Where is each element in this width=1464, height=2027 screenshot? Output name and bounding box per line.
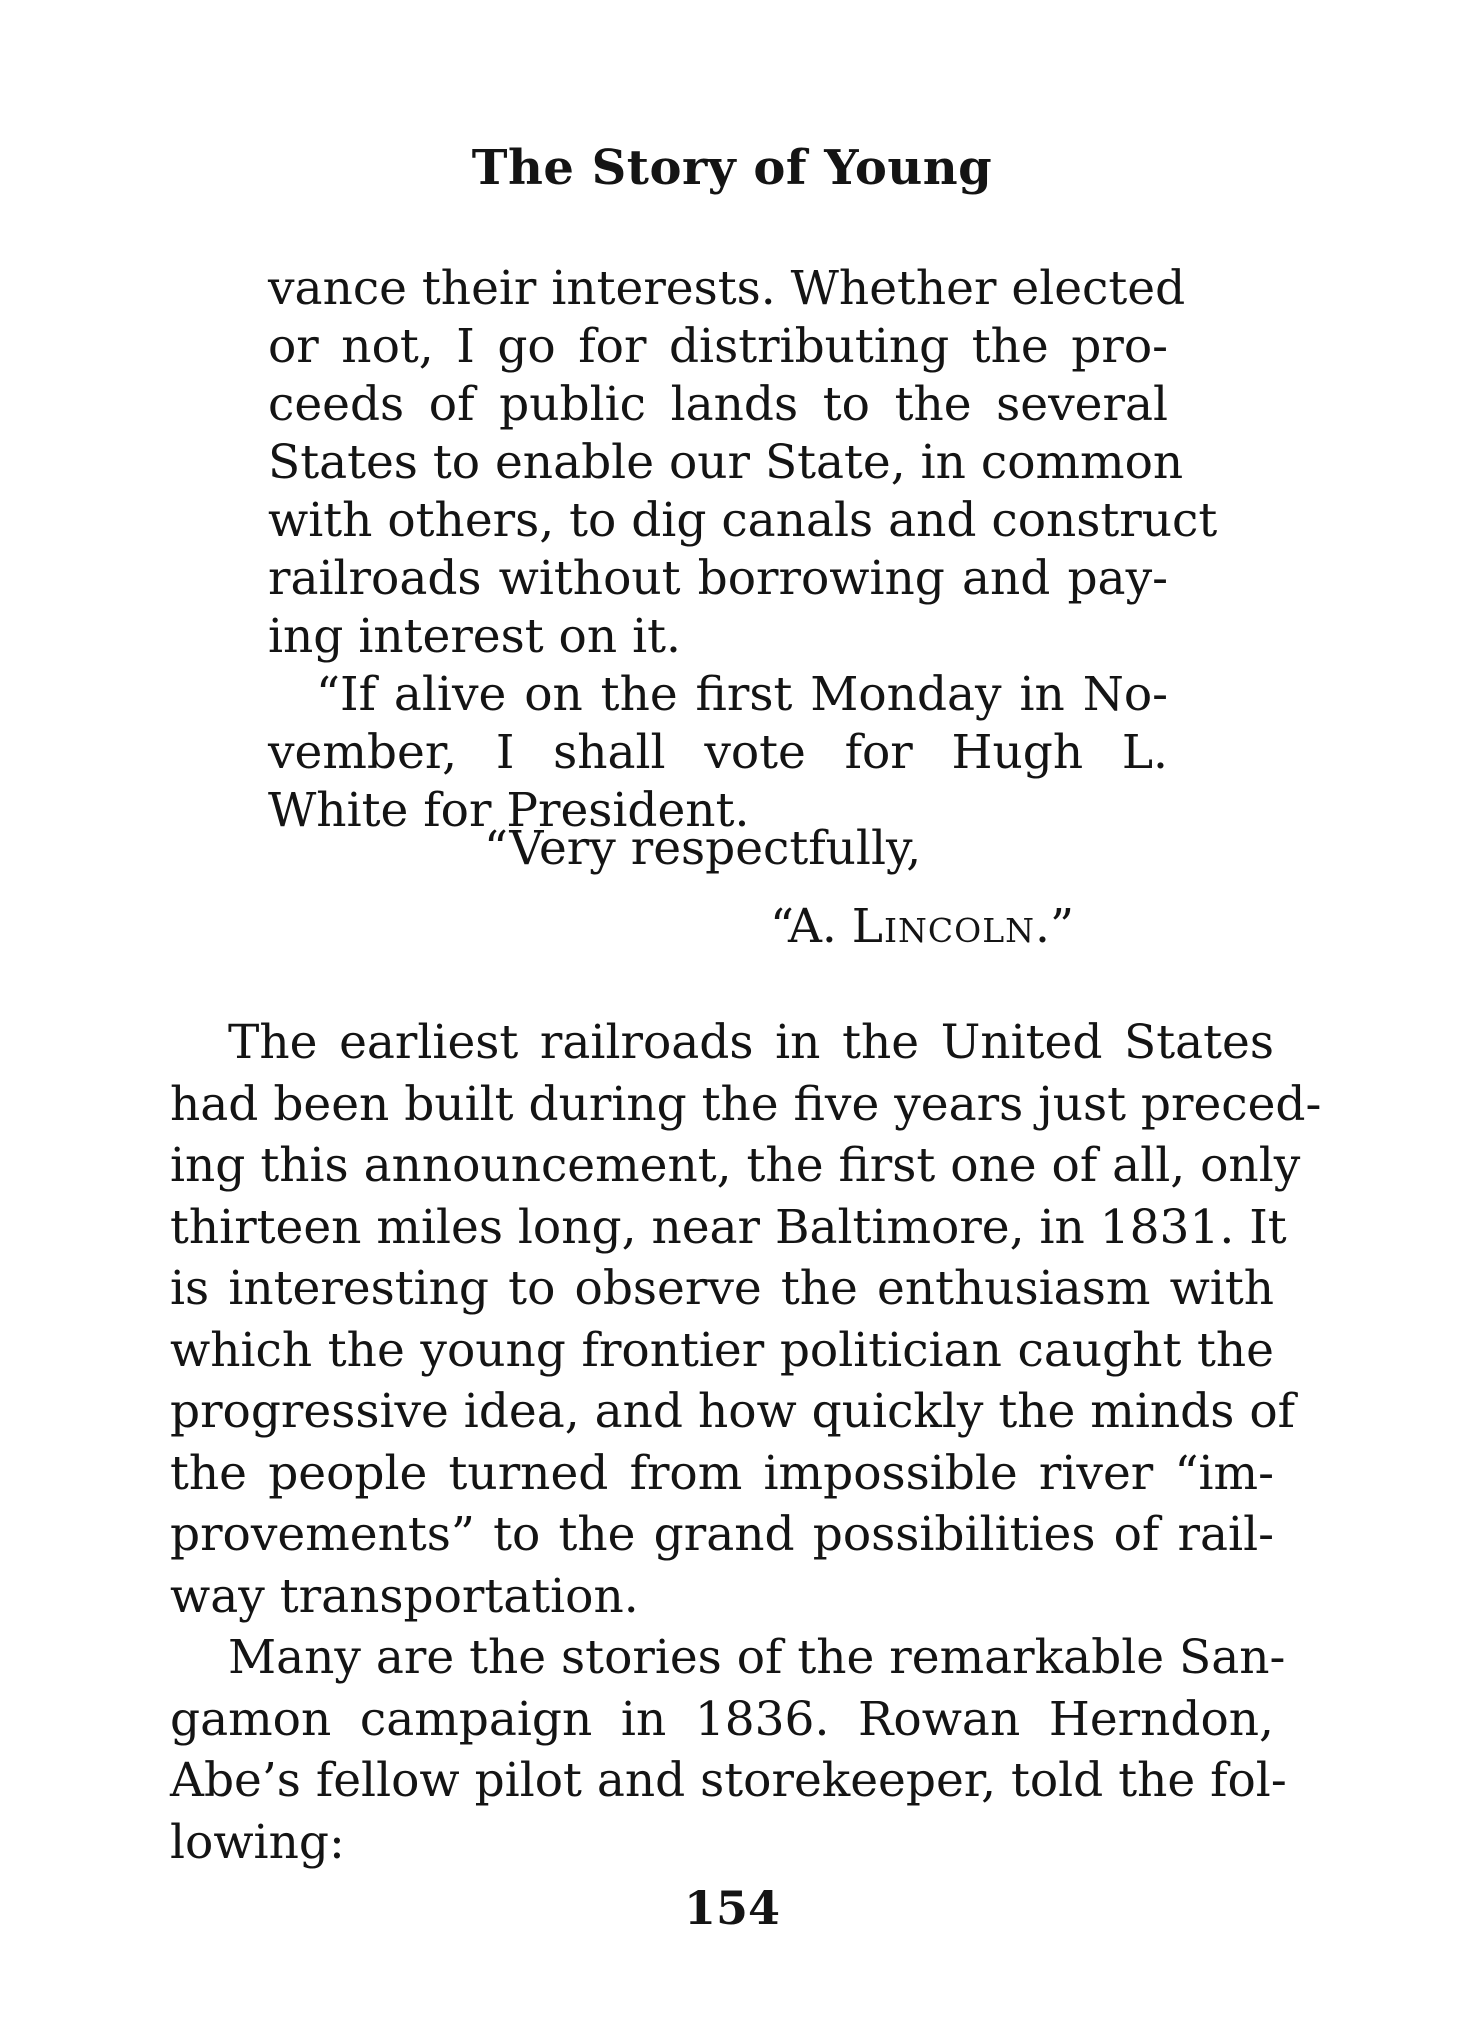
letter-line: ceeds of public lands to the several [268, 377, 1168, 432]
body-line: which the young frontier politician caught the [170, 1322, 1274, 1378]
letter-line: or not, I go for distributing the pro- [268, 319, 1168, 374]
body-line: progressive idea, and how quickly the minds of [170, 1384, 1296, 1439]
body-line: the people turned from impossible river “im- [170, 1445, 1274, 1501]
running-head: The Story of Young [471, 140, 993, 196]
body-line: ing this announcement, the first one of all, only [170, 1138, 1301, 1193]
signature-open: “A. [770, 899, 852, 954]
signature-close: .” [1035, 899, 1074, 954]
letter-closing: “Very respectfully, [484, 821, 922, 876]
body-line: Many are the stories of the remarkable San- [228, 1630, 1286, 1685]
body-line: is interesting to observe the enthusiasm with [170, 1261, 1274, 1316]
letter-signature [770, 898, 1074, 956]
letter-line: vember, I shall vote for Hugh L. [268, 725, 1168, 780]
letter-line: with others, to dig canals and construct [268, 493, 1218, 548]
body-line: provements” to the grand possibilities of rail- [170, 1507, 1274, 1562]
letter-line: “If alive on the first Monday in No- [316, 667, 1168, 722]
signature-name: Lincoln [851, 899, 1036, 954]
letter-line: States to enable our State, in common [268, 435, 1184, 490]
body-text [170, 1012, 1322, 1873]
letter-quote [268, 260, 1218, 840]
body-line: lowing: [170, 1814, 345, 1870]
letter-line: railroads without borrowing and pay- [268, 551, 1168, 606]
body-line: gamon campaign in 1836. Rowan Herndon, [170, 1691, 1274, 1747]
letter-line: ing interest on it. [268, 609, 681, 664]
page-number: 154 [683, 1881, 781, 1935]
body-line: way transportation. [170, 1568, 639, 1624]
letter-line: White for President. [268, 783, 750, 838]
body-line: had been built during the five years just preced- [170, 1076, 1322, 1132]
body-line: Abe’s fellow pilot and storekeeper, told the fol- [170, 1753, 1287, 1808]
body-line: The earliest railroads in the United States [228, 1015, 1274, 1070]
body-line: thirteen miles long, near Baltimore, in 1831. It [170, 1199, 1287, 1255]
letter-line: vance their interests. Whether elected [268, 261, 1186, 316]
